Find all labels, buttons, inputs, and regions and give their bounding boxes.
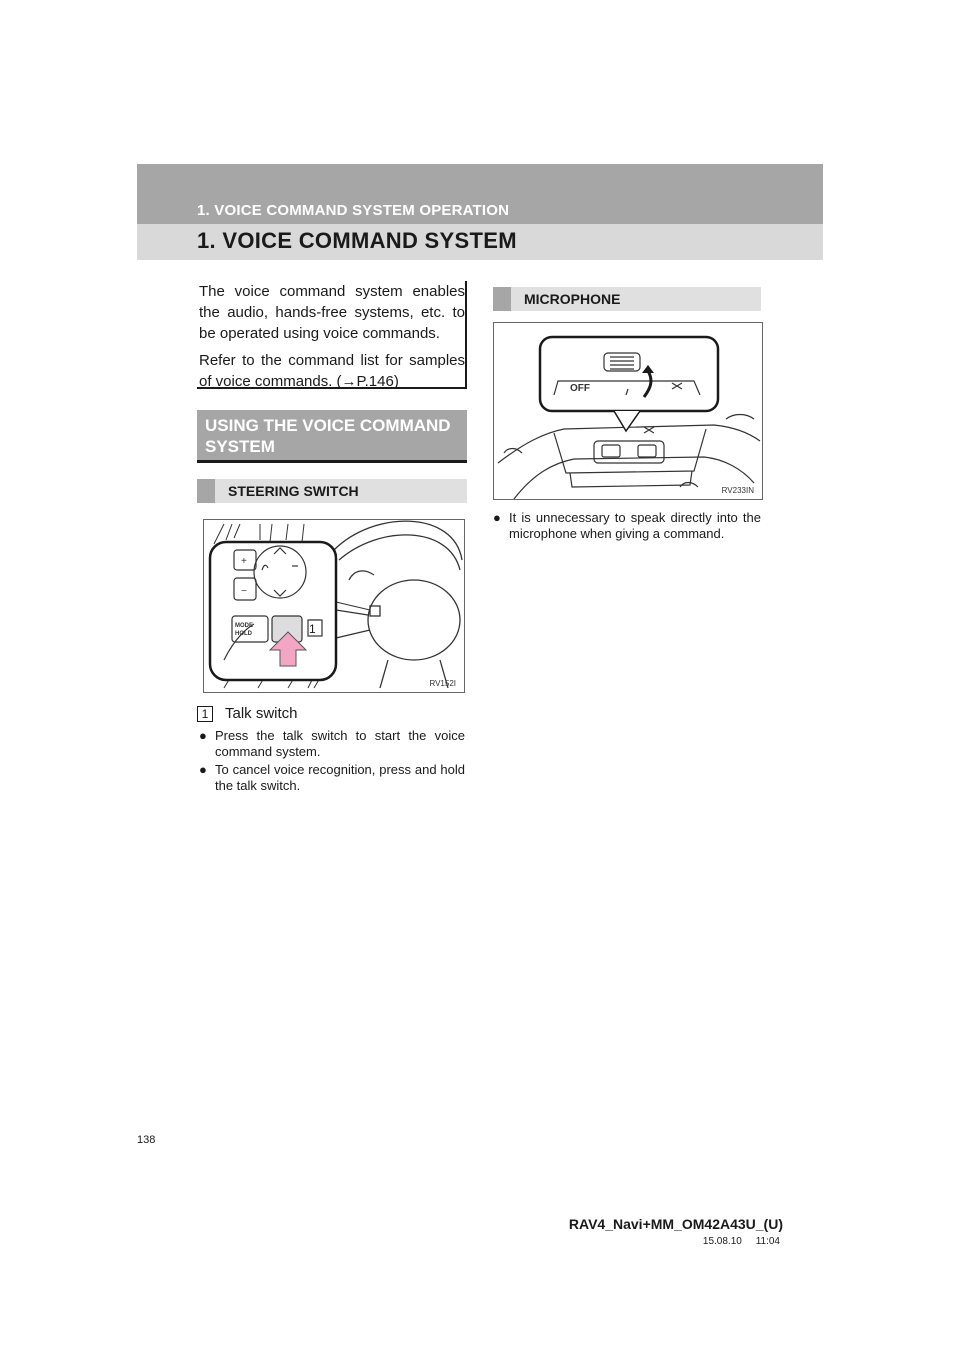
steering-switch-illustration bbox=[203, 519, 465, 693]
list-item-text: It is unnecessary to speak directly into the microphone when giving a command. bbox=[509, 510, 761, 541]
section-label: 1. VOICE COMMAND SYSTEM OPERATION bbox=[197, 202, 510, 219]
section-heading: USING THE VOICE COMMAND SYSTEM bbox=[205, 416, 451, 456]
intro-box bbox=[197, 281, 467, 389]
callout-text: Talk switch bbox=[225, 705, 298, 722]
subheading-label: MICROPHONE bbox=[524, 291, 621, 307]
microphone-illustration bbox=[493, 322, 763, 500]
document-id: RAV4_Navi+MM_OM42A43U_(U) bbox=[568, 1216, 783, 1232]
intro-paragraph: The voice command system enables the audio, hands-free systems, etc. to be operated using voice commands. bbox=[199, 283, 465, 342]
page-number: 138 bbox=[137, 1134, 156, 1146]
callout-number: 1 bbox=[197, 706, 213, 722]
list-item-text: To cancel voice recognition, press and hold the talk switch. bbox=[215, 762, 465, 793]
steering-wheel-drawing bbox=[204, 520, 464, 692]
subheading-steering-switch bbox=[197, 479, 467, 503]
figure-code: RV152I bbox=[429, 679, 456, 688]
bullet-icon: ● bbox=[199, 762, 207, 777]
off-label: OFF bbox=[570, 383, 590, 394]
page-title: 1. VOICE COMMAND SYSTEM bbox=[197, 228, 517, 253]
hold-label: HOLD bbox=[235, 631, 252, 637]
figure-callout-number: 1 bbox=[309, 622, 316, 636]
document-date: 15.08.10 11:04 bbox=[702, 1236, 780, 1247]
subheading-tab bbox=[197, 479, 215, 503]
mode-label: MODE bbox=[235, 623, 253, 629]
figure-code: RV233IN bbox=[721, 486, 754, 495]
overhead-console-drawing bbox=[494, 323, 762, 499]
intro-paragraph-reference: Refer to the command list for samples of voice commands. (→P.146) bbox=[199, 352, 465, 390]
bullet-icon: ● bbox=[199, 728, 207, 743]
svg-text:+: + bbox=[241, 556, 247, 567]
subheading-tab bbox=[493, 287, 511, 311]
svg-text:−: − bbox=[241, 586, 247, 597]
list-item-text: Press the talk switch to start the voice command system. bbox=[215, 728, 465, 759]
bullet-icon: ● bbox=[493, 510, 501, 525]
subheading-label: STEERING SWITCH bbox=[228, 483, 359, 499]
section-heading-box bbox=[197, 410, 467, 463]
subheading-microphone bbox=[493, 287, 761, 311]
